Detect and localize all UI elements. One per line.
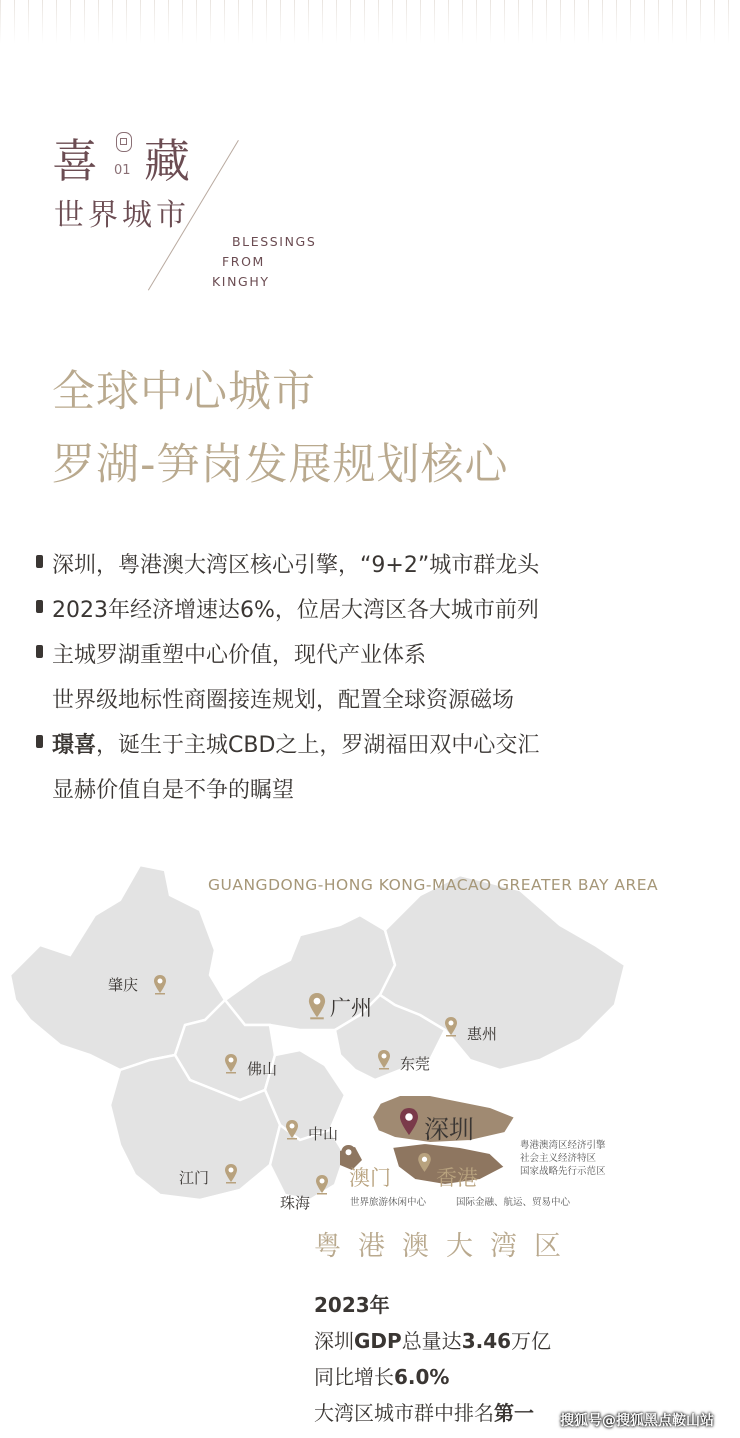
city-label-guangzhou: 广州: [330, 996, 372, 1020]
bullet-marker: [36, 645, 43, 658]
bullet-text-5-rest: ，诞生于主城CBD之上，罗湖福田双中心交汇: [96, 733, 540, 758]
location-pin-icon: [285, 1120, 299, 1140]
location-pin-icon: [377, 1050, 391, 1070]
bullet-text-5: [52, 728, 539, 759]
shenzhen-note-2: 社会主义经济特区: [520, 1153, 597, 1164]
stat-growth-prefix: 同比增长: [314, 1365, 394, 1389]
map-title: GUANGDONG-HONG KONG-MACAO GREATER BAY AREA: [208, 876, 659, 894]
bullet-text-2: 2023年经济增速达6%，位居大湾区各大城市前列: [52, 598, 539, 623]
header-char-xi: 喜: [52, 134, 98, 188]
city-label-zhuhai: 珠海: [280, 1194, 311, 1212]
location-pin-icon: [153, 975, 167, 995]
stat-rank-value: 第一: [494, 1401, 534, 1425]
bullet-text-4: 世界级地标性商圈接连规划，配置全球资源磁场: [52, 688, 515, 713]
location-pin-icon: [417, 1153, 432, 1174]
hongkong-note: 国际金融、航运、贸易中心: [456, 1197, 571, 1208]
city-label-hongkong: 香港: [436, 1166, 478, 1190]
shenzhen-note-1: 粤港澳湾区经济引擎: [520, 1140, 606, 1151]
header-char-cang: 藏: [144, 134, 190, 188]
stat-growth: [314, 1361, 449, 1390]
stat-gdp-value: 3.46: [461, 1329, 512, 1353]
bullet-marker: [36, 735, 43, 748]
shenzhen-note-3: 国家战略先行示范区: [520, 1166, 606, 1177]
top-fringe-fade: [0, 0, 740, 46]
bullet-marker: [36, 555, 43, 568]
stat-gdp-prefix: 深圳: [314, 1329, 354, 1353]
city-label-zhaoqing: 肇庆: [108, 976, 139, 994]
bullet-bold-brand: 璟喜: [52, 733, 97, 758]
location-pin-icon: [444, 1017, 458, 1037]
location-pin-icon: [398, 1108, 420, 1138]
map-caption: 粤港澳大湾区: [314, 1231, 578, 1262]
blessings-line-1: BLESSINGS: [232, 234, 317, 249]
section-number: 01: [114, 163, 131, 178]
stat-gdp-mid: 总量达: [401, 1329, 462, 1353]
stat-growth-value: 6.0%: [394, 1365, 450, 1389]
bullet-marker: [36, 600, 43, 613]
city-label-zhongshan: 中山: [308, 1125, 339, 1143]
bullet-text-6: 显赫价值自是不争的瞩望: [52, 778, 295, 803]
bullet-text-1: 深圳，粤港澳大湾区核心引擎，“9+2”城市群龙头: [52, 553, 540, 578]
macao-note: 世界旅游休闲中心: [350, 1197, 427, 1208]
headline-line-1: 全球中心城市: [52, 367, 316, 417]
location-pin-icon: [224, 1054, 238, 1074]
stat-rank: [314, 1397, 534, 1426]
headline-line-2: 罗湖-笋岗发展规划核心: [52, 440, 509, 490]
stat-gdp-bold: GDP: [354, 1329, 402, 1353]
city-label-jiangmen: 江门: [179, 1169, 210, 1187]
stat-rank-prefix: 大湾区城市群中排名: [314, 1401, 494, 1425]
blessings-line-2: FROM: [222, 254, 265, 269]
blessings-line-3: KINGHY: [212, 274, 270, 289]
bay-area-map: [0, 855, 740, 1215]
location-pin-icon: [307, 993, 327, 1020]
location-pin-icon: [315, 1175, 329, 1195]
city-label-shenzhen: 深圳: [424, 1115, 475, 1144]
city-label-foshan: 佛山: [247, 1060, 278, 1078]
header-subtitle: 世界城市: [54, 198, 190, 233]
bullet-text-3: 主城罗湖重塑中心价值，现代产业体系: [52, 643, 427, 668]
city-label-huizhou: 惠州: [467, 1025, 498, 1043]
city-label-dongguan: 东莞: [400, 1055, 431, 1073]
city-label-macao: 澳门: [349, 1166, 391, 1190]
watermark: 搜狐号@搜狐黑点鞍山站: [560, 1413, 714, 1429]
location-pin-icon: [224, 1164, 238, 1184]
stat-gdp-unit: 万亿: [511, 1329, 552, 1353]
seal-icon: [116, 132, 132, 152]
stat-year: 2023年: [314, 1293, 390, 1317]
stat-gdp: [314, 1325, 551, 1354]
